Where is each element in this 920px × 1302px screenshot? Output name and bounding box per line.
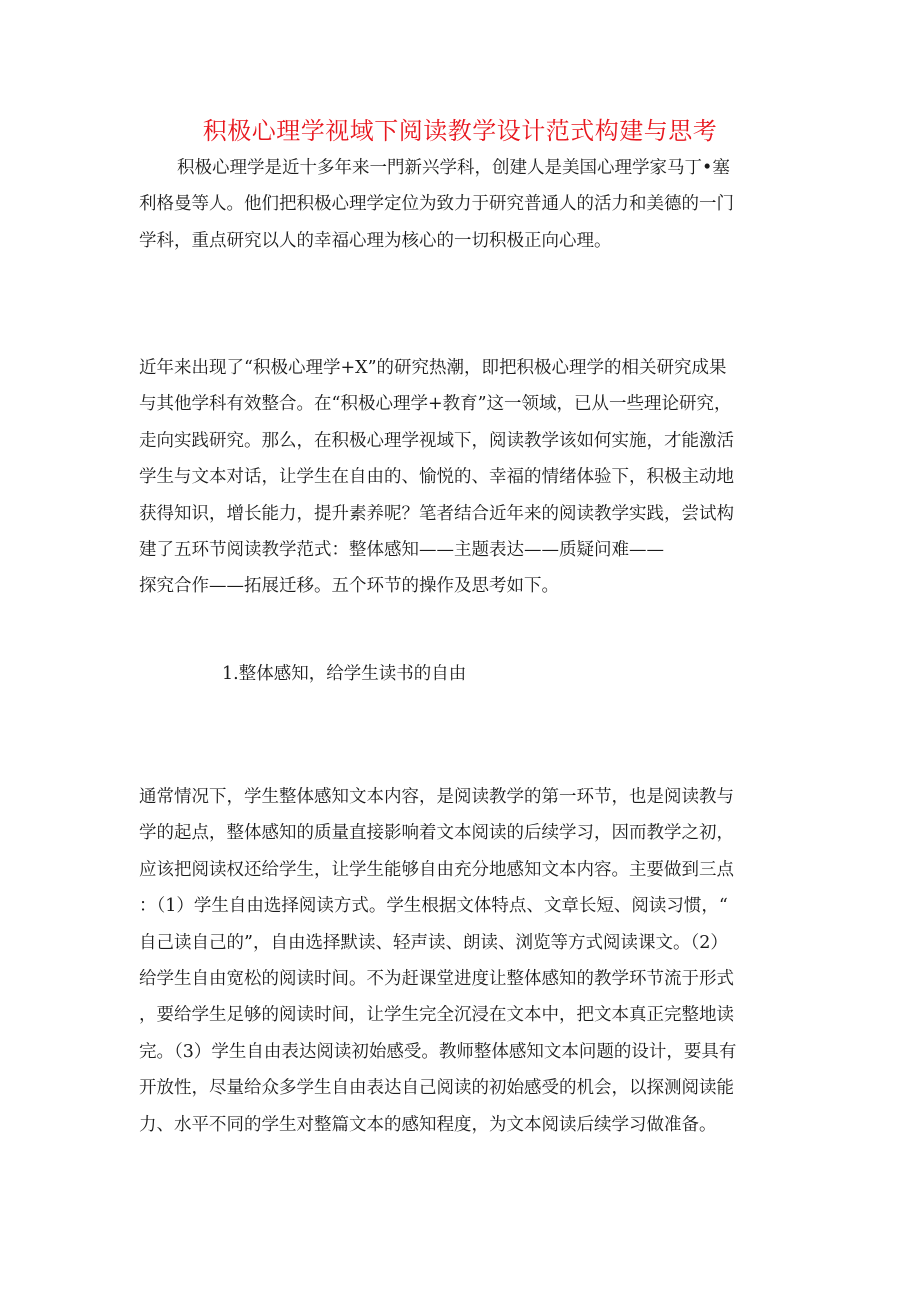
paragraph-line: 建了五环节阅读教学范式：整体感知——主题表达——质疑问难—— — [139, 539, 664, 560]
paragraph-line: 利格曼等人。他们把积极心理学定位为致力于研究普通人的活力和美德的一门 — [139, 194, 734, 215]
paragraph-line: 力、水平不同的学生对整篇文本的感知程度，为文本阅读后续学习做准备。 — [139, 1114, 717, 1135]
paragraph-line: 开放性，尽量给众多学生自由表达自己阅读的初始感受的机会，以探测阅读能 — [139, 1078, 734, 1099]
paragraph-line: 自己读自己的”，自由选择默读、轻声读、朗读、浏览等方式阅读课文。（2） — [139, 932, 728, 953]
paragraph-line: 学的起点，整体感知的质量直接影响着文本阅读的后续学习，因而教学之初， — [139, 823, 734, 844]
section-heading: 1.整体感知，给学生读书的自由 — [222, 664, 467, 684]
paragraph-line: 走向实践研究。那么，在积极心理学视域下，阅读教学该如何实施，才能激活 — [139, 430, 734, 451]
paragraph-line: 积极心理学是近十多年来一門新兴学科，创建人是美国心理学家马丁•塞 — [177, 158, 730, 178]
paragraph-line: 学科，重点研究以人的幸福心理为核心的一切积极正向心理。 — [139, 230, 612, 251]
paragraph-line: 探究合作——拓展迁移。五个环节的操作及思考如下。 — [139, 576, 559, 597]
intro-paragraph — [139, 150, 779, 259]
paragraph-line: 完。（3）学生自由表达阅读初始感受。教师整体感知文本问题的设计，要具有 — [139, 1041, 737, 1062]
paragraph-line: 获得知识，增长能力，提升素养呢？笔者结合近年来的阅读教学实践，尝试构 — [139, 503, 734, 524]
paragraph-line: 学生与文本对话，让学生在自由的、愉悦的、幸福的情绪体验下，积极主动地 — [139, 467, 734, 488]
paragraph-line: 与其他学科有效整合。在“积极心理学+教育”这一领域，已从一些理论研究， — [139, 394, 732, 415]
paragraph-line: 通常情况下，学生整体感知文本内容，是阅读教学的第一环节，也是阅读教与 — [139, 787, 734, 807]
paragraph-line: 应该把阅读权还给学生，让学生能够自由充分地感知文本内容。主要做到三点 — [139, 859, 734, 880]
paragraph-line: ：（1）学生自由选择阅读方式。学生根据文体特点、文章长短、阅读习惯，“ — [139, 896, 728, 917]
paragraph-line: 给学生自由宽松的阅读时间。不为赶课堂进度让整体感知的教学环节流于形式 — [139, 968, 734, 989]
paragraph-line: ，要给学生足够的阅读时间，让学生完全沉浸在文本中，把文本真正完整地读 — [139, 1005, 734, 1026]
section-paragraph — [139, 779, 779, 1143]
background-paragraph — [139, 350, 779, 605]
document-title: 积极心理学视域下阅读教学设计范式构建与思考 — [202, 117, 718, 145]
paragraph-line: 近年来出现了“积极心理学+X”的研究热潮，即把积极心理学的相关研究成果 — [139, 358, 727, 378]
